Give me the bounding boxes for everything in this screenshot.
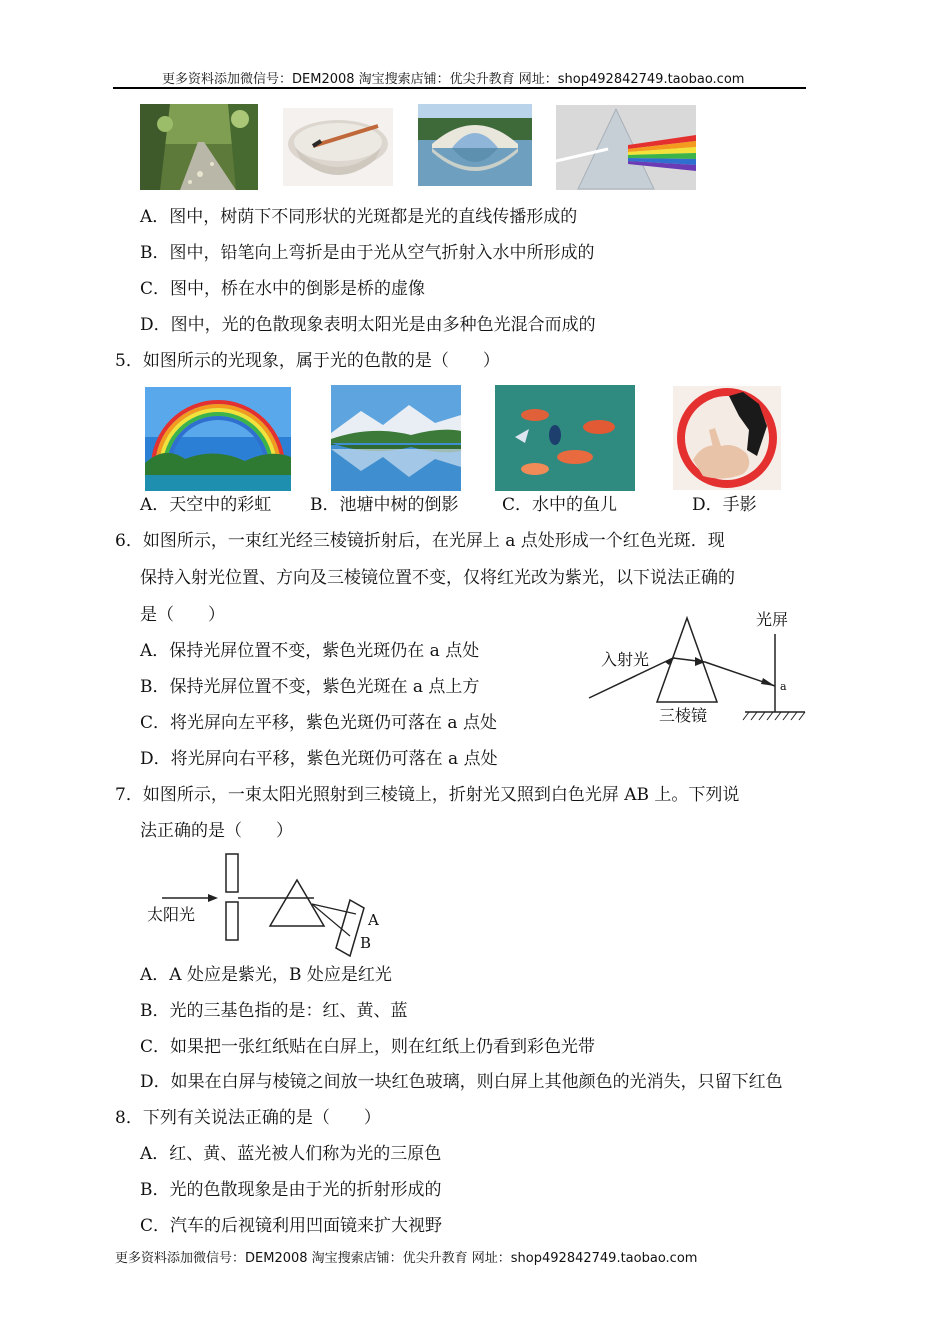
q6-option-a: A．保持光屏位置不变，紫色光斑仍在 a 点处 [140, 641, 480, 661]
q4-option-c: C．图中，桥在水中的倒影是桥的虚像 [140, 279, 426, 299]
q6-point-label: a [780, 680, 787, 693]
photo-prism-dispersion [556, 105, 696, 190]
q4-option-b: B．图中，铅笔向上弯折是由于光从空气折射入水中所形成的 [140, 243, 595, 263]
q7-sun-label: 太阳光 [147, 905, 196, 924]
photo-fish-in-water [495, 385, 635, 491]
q7-stem-line-1: 7．如图所示，一束太阳光照射到三棱镜上，折射光又照到白色光屏 AB 上。下列说 [115, 785, 740, 805]
q6-option-b: B．保持光屏位置不变，紫色光斑在 a 点上方 [140, 677, 480, 697]
q5-option-b: B．池塘中树的倒影 [310, 495, 459, 515]
q6-option-d: D．将光屏向右平移，紫色光斑仍可落在 a 点处 [140, 749, 498, 769]
q7-option-d: D．如果在白屏与棱镜之间放一块红色玻璃，则白屏上其他颜色的光消失，只留下红色 [140, 1072, 783, 1092]
q5-option-d: D．手影 [692, 495, 757, 515]
q7-a-label: A [368, 911, 379, 929]
q8-option-b: B．光的色散现象是由于光的折射形成的 [140, 1180, 442, 1200]
q5-stem: 5．如图所示的光现象，属于光的色散的是（ ） [115, 351, 500, 371]
q5-option-c: C．水中的鱼儿 [502, 495, 618, 515]
q5-option-a: A．天空中的彩虹 [140, 495, 272, 515]
q7-stem-line-2: 法正确的是（ ） [140, 821, 293, 841]
photo-pond-reflection [331, 385, 461, 491]
q8-stem: 8．下列有关说法正确的是（ ） [115, 1108, 381, 1128]
photo-tree-shade [140, 104, 258, 190]
q7-option-a: A．A 处应是紫光，B 处应是红光 [140, 965, 392, 985]
q4-option-a: A．图中，树荫下不同形状的光斑都是光的直线传播形成的 [140, 207, 578, 227]
q6-stem-line-3: 是（ ） [140, 605, 225, 625]
q6-option-c: C．将光屏向左平移，紫色光斑仍可落在 a 点处 [140, 713, 497, 733]
q7-b-label: B [360, 934, 372, 952]
q6-screen-label: 光屏 [756, 610, 789, 629]
q4-option-d: D．图中，光的色散现象表明太阳光是由多种色光混合而成的 [140, 315, 596, 335]
photo-rainbow [145, 387, 291, 491]
header-rule [113, 87, 806, 89]
q7-option-c: C．如果把一张红纸贴在白屏上，则在红纸上仍看到彩色光带 [140, 1037, 596, 1057]
photo-hand-shadow [673, 386, 781, 490]
q8-option-c: C．汽车的后视镜利用凹面镜来扩大视野 [140, 1216, 443, 1236]
page-header: 更多资料添加微信号：DEM2008 淘宝搜索店铺：优尖升教育 网址：shop492842749.taobao.com [162, 72, 745, 87]
photo-arch-bridge [418, 104, 532, 186]
page-footer: 更多资料添加微信号：DEM2008 淘宝搜索店铺：优尖升教育 网址：shop492842749.taobao.com [115, 1251, 698, 1266]
q7-option-b: B．光的三基色指的是：红、黄、蓝 [140, 1001, 408, 1021]
q6-incident-label: 入射光 [601, 650, 650, 669]
q6-stem-line-1: 6．如图所示，一束红光经三棱镜折射后，在光屏上 a 点处形成一个红色光斑．现 [115, 531, 725, 551]
q8-option-a: A．红、黄、蓝光被人们称为光的三原色 [140, 1144, 442, 1164]
q6-prism-diagram [585, 604, 810, 730]
q6-prism-label: 三棱镜 [659, 706, 708, 725]
q7-prism-diagram [140, 850, 390, 960]
photo-pencil-in-bowl [283, 108, 393, 186]
q6-stem-line-2: 保持入射光位置、方向及三棱镜位置不变，仅将红光改为紫光，以下说法正确的 [140, 568, 735, 588]
